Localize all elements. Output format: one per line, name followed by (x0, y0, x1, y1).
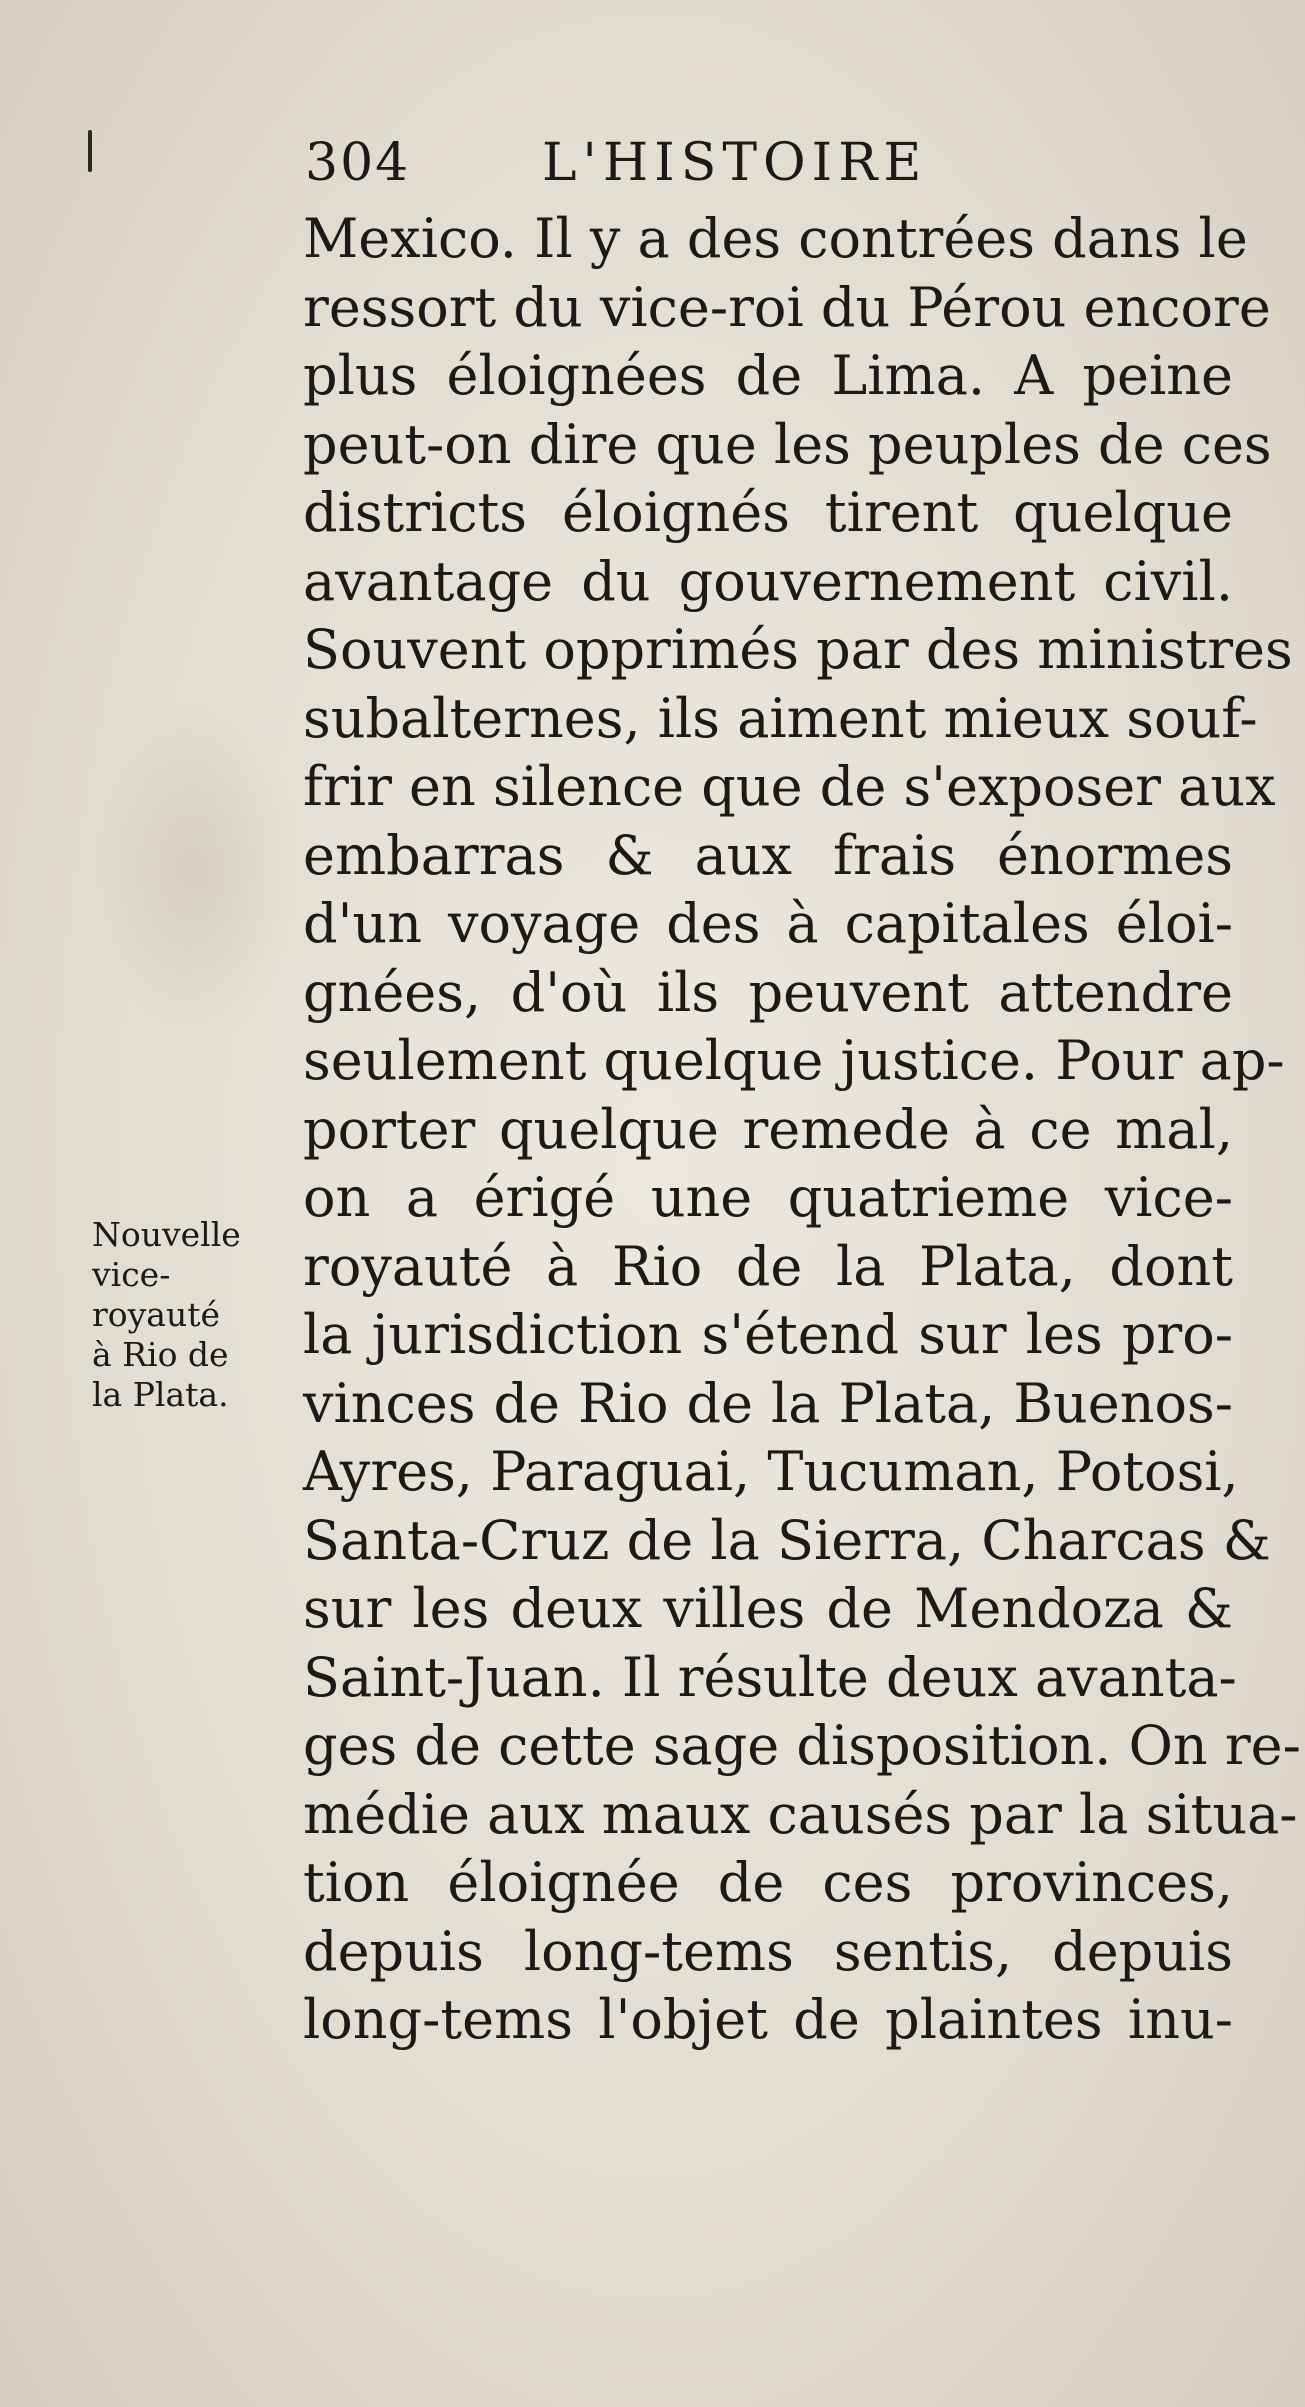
text-line: peut-on dire que les peuples de ces (303, 412, 1272, 476)
page-number: 304 (305, 133, 411, 193)
margin-note-line: vice- (92, 1255, 171, 1294)
text-line: vinces de Rio de la Plata, Buenos- (303, 1371, 1233, 1435)
text-line: depuis long-tems sentis, depuis (303, 1919, 1233, 1983)
text-line: tion éloignée de ces provinces, (303, 1851, 1233, 1914)
text-line: avantage du gouvernement civil. (303, 549, 1233, 613)
text-line: districts éloignés tirent quelque (303, 481, 1233, 544)
text-line: la jurisdiction s'étend sur les pro- (303, 1303, 1233, 1366)
text-line: gnées, d'où ils peuvent attendre (303, 960, 1233, 1024)
text-line: porter quelque remede à ce mal, (303, 1097, 1233, 1161)
text-line: long-tems l'objet de plaintes inu- (303, 1988, 1233, 2051)
text-line: sur les deux villes de Mendoza & (303, 1577, 1233, 1640)
text-line: on a érigé une quatrieme vice- (303, 1166, 1233, 1229)
text-line: ges de cette sage disposition. On re- (303, 1714, 1301, 1777)
margin-note (92, 1215, 300, 1415)
text-line: Ayres, Paraguai, Tucuman, Potosi, (303, 1440, 1239, 1503)
text-line: Souvent opprimés par des ministres (303, 618, 1293, 681)
text-line: seulement quelque justice. Pour ap- (303, 1029, 1285, 1092)
text-line: Mexico. Il y a des contrées dans le (303, 207, 1248, 270)
text-line: plus éloignées de Lima. A peine (303, 344, 1233, 407)
text-line: embarras & aux frais énormes (303, 823, 1233, 887)
show-through-bleed (90, 700, 300, 1040)
margin-note-line: à Rio de (92, 1335, 229, 1374)
margin-note-line: la Plata. (92, 1375, 229, 1414)
text-line: ressort du vice-roi du Pérou encore (303, 275, 1271, 339)
running-title: L'HISTOIRE (542, 133, 928, 193)
margin-note-line: Nouvelle (92, 1215, 241, 1254)
body-text (303, 205, 1301, 2055)
text-line: royauté à Rio de la Plata, dont (303, 1234, 1233, 1298)
text-line: frir en silence que de s'exposer aux (303, 755, 1276, 818)
margin-mark (88, 130, 92, 172)
text-line: Saint-Juan. Il résulte deux avanta- (303, 1645, 1237, 1709)
text-line: d'un voyage des à capitales éloi- (303, 892, 1233, 955)
text-line: Santa-Cruz de la Sierra, Charcas & (303, 1508, 1271, 1572)
text-line: subalternes, ils aiment mieux souf- (303, 686, 1258, 750)
margin-note-line: royauté (92, 1295, 221, 1334)
text-line: médie aux maux causés par la situa- (303, 1782, 1298, 1846)
